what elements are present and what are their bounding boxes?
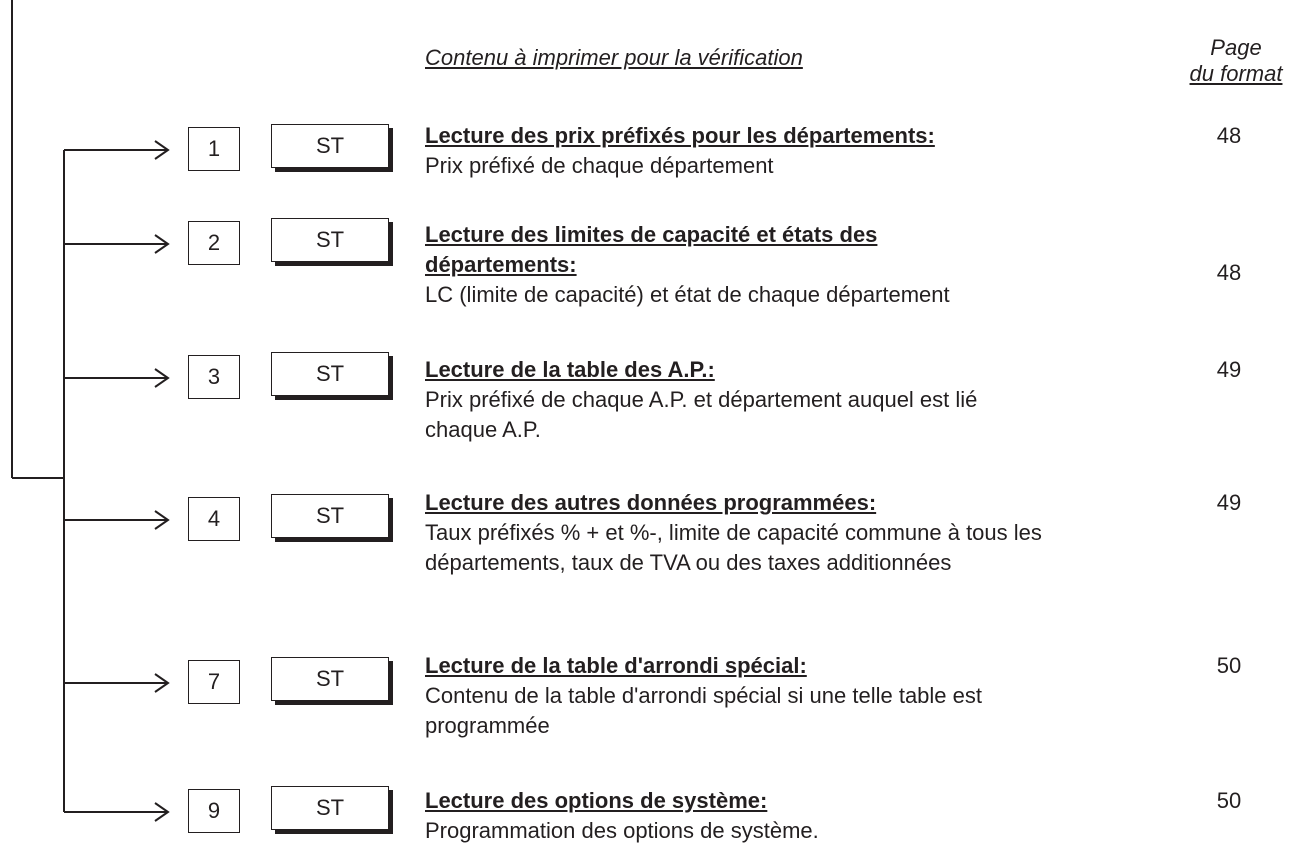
st-key: ST [271, 352, 389, 396]
row-body: LC (limite de capacité) et état de chaque département [425, 282, 950, 307]
row-title: Lecture des options de système: [425, 788, 768, 813]
row-title: Lecture des prix préfixés pour les départements: [425, 123, 935, 148]
number-key-2: 2 [188, 221, 240, 265]
format-page-number: 49 [1216, 357, 1242, 382]
row-description [425, 355, 1025, 445]
row-title: Lecture de la table des A.P.: [425, 357, 715, 382]
st-key: ST [271, 657, 389, 701]
st-key: ST [271, 124, 389, 168]
format-page-number: 48 [1216, 123, 1242, 148]
format-page-number: 50 [1216, 788, 1242, 813]
page-column-header-line2: du format [1189, 61, 1283, 86]
contents-header: Contenu à imprimer pour la vérification [425, 45, 803, 70]
row-body: Programmation des options de système. [425, 818, 819, 843]
format-page-number: 50 [1216, 653, 1242, 678]
format-page-number: 48 [1216, 260, 1242, 285]
row-description [425, 786, 1135, 846]
format-page-number: 49 [1216, 490, 1242, 515]
row-title: Lecture de la table d'arrondi spécial: [425, 653, 807, 678]
row-body: Prix préfixé de chaque département [425, 153, 774, 178]
number-key-7: 7 [188, 660, 240, 704]
number-key-9: 9 [188, 789, 240, 833]
number-key-1: 1 [188, 127, 240, 171]
row-description [425, 220, 985, 310]
row-description [425, 488, 1140, 578]
row-title: Lecture des limites de capacité et états des départements: [425, 222, 878, 277]
number-key-3: 3 [188, 355, 240, 399]
page-column-header-line1: Page [1210, 35, 1262, 60]
st-key: ST [271, 218, 389, 262]
row-description [425, 121, 1135, 181]
st-key: ST [271, 494, 389, 538]
row-description [425, 651, 1105, 741]
st-key: ST [271, 786, 389, 830]
row-body: Prix préfixé de chaque A.P. et département auquel est lié chaque A.P. [425, 387, 978, 442]
number-key-4: 4 [188, 497, 240, 541]
row-body: Contenu de la table d'arrondi spécial si une telle table est programmée [425, 683, 983, 738]
row-title: Lecture des autres données programmées: [425, 490, 877, 515]
row-body: Taux préfixés % + et %-, limite de capacité commune à tous les départements, taux de TVA ou des taxes additionnées [425, 520, 1042, 575]
